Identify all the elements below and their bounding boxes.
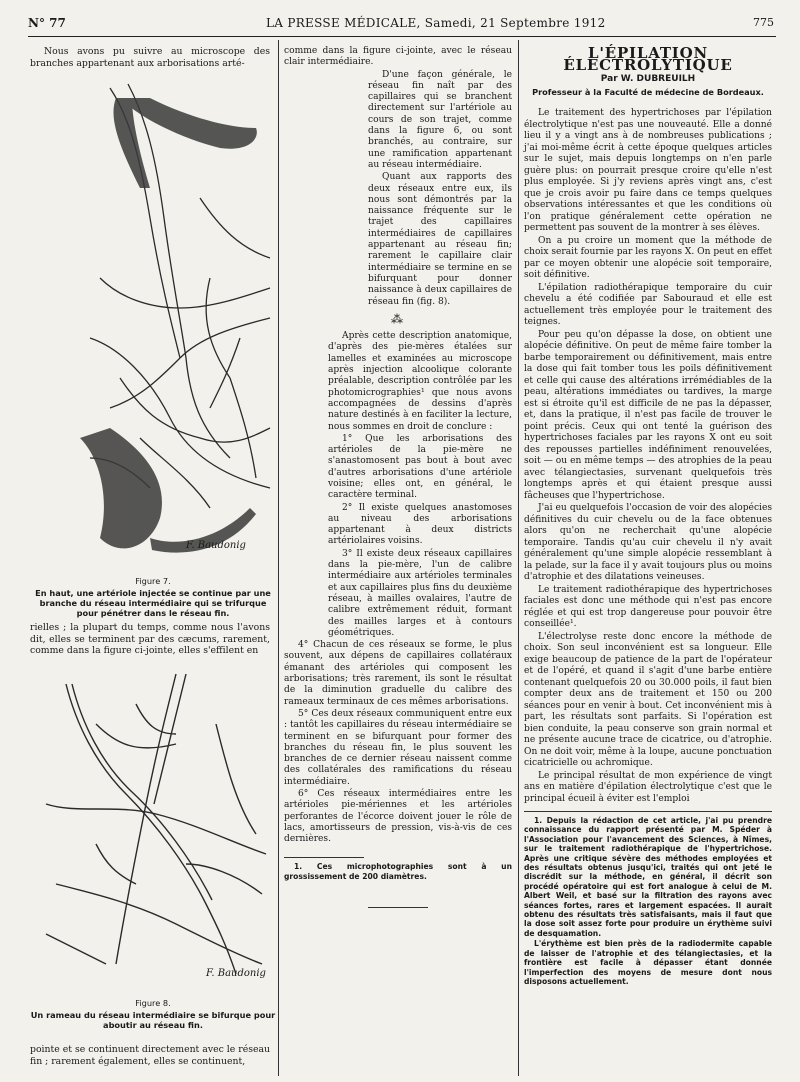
col2-conclusions: Après cette description anatomique, d'après des pie-mères étalées sur lamelles et examinées au microscope après injection alcoolique colorante préalable, description contrôlée par les photomicrographies¹ que nous avons accompagnées de dessins d'après nature destinés à en faciliter la lecture, nous sommes en droit de conclure : 1° Que les arborisations des artérioles de la pie-mère ne s'anastomosent pas bout à bout avec d'autres arborisations d'une artériole voisine; elles ont, en général, le caractère terminal. 2° Il existe quelques anastomoses au niveau des arborisations appartenant à deux districts artériolaires voisins. 3° Il existe deux réseaux capillaires dans la pie-mère, l'un de calibre intermédiaire aux artérioles terminales et aux capillaires plus fins du deuxième réseau, à mailles ovalaires, l'autre de calibre extrêmement réduit, formant des mailles larges et à contours géométriques. [328, 331, 512, 638]
section-break-stars: ⁂ [391, 311, 405, 326]
figure-8-title: Figure 8. [135, 998, 171, 1008]
col1-mid-text: rielles ; la plupart du temps, comme nous l'avons dit, elles se terminent par des cæcums, rarement, comme dans la figure ci-jointe, elles s'effilent en [30, 622, 270, 657]
journal-title: LA PRESSE MÉDICALE, Samedi, 21 Septembre 1912 [266, 16, 606, 30]
end-rule-col2 [368, 907, 428, 908]
figure-7-illustration [80, 78, 276, 578]
figure-8-caption-text: Un rameau du réseau intermédiaire se bifurque pour aboutir au réseau fin. [30, 1010, 276, 1030]
article-author: Par W. DUBREUILH [600, 74, 696, 84]
col1-top-text: Nous avons pu suivre au microscope des branches appartenant aux arborisations arté- [30, 46, 270, 69]
col3-article: L'ÉPILATION ÉLECTROLYTIQUE Par W. DUBREUILH Professeur à la Faculté de médecine de Bordeaux. Le traitement des hypertrichoses par l'épilation électrolytique n'est pas une nouveauté. Elle a donné lieu il y a vingt ans à de nombreuses publications ; j'ai moi-même écrit à cette époque quelques articles sur le sujet, mais depuis longtemps on n'en parle guère plus: on pourrait presque croire qu'elle n'est plus employée. Si j'y reviens après vingt ans, c'est que je crois avoir pu faire dans ce temps quelques observations intéressantes et que les conditions où l'on pratique généralement cette opération ne permettent pas souvent de la montrer à ses élèves. On a pu croire un moment que la méthode de choix serait fournie par les rayons X. On peut en effet par ce moyen obtenir une alopécie soit temporaire, soit définitive. L'épilation radiothérapique temporaire du cuir chevelu a été codifiée par Sabouraud et elle est actuellement très employée pour le traitement des teignes. Pour peu qu'on dépasse la dose, on obtient une alopécie définitive. On peut de même faire tomber la barbe temporairement ou définitivement, mais entre la dose qui fait tomber tous les poils définitivement et celle qui cause des altérations irrémédiables de la peau, altérations immédiates ou tardives, la marge est si étroite qu'il est difficile de ne pas la dépasser, et, dans la pratique, il n'est pas facile de trouver le point précis. Ceux qui ont tenté la guérison des hypertrichoses faciales par les rayons X ont eu soit des repousses partielles indéfiniment renouvelées, soit — ou en même temps — des atrophies de la peau avec télangiectasies, survenant quelquefois très longtemps après et qui étaient presque aussi fâcheuses que l'hypertrichose. J'ai eu quelquefois l'occasion de voir des alopécies définitives du cuir chevelu ou de la face obtenues alors qu'on ne recherchait qu'une alopécie temporaire. Tandis qu'au cuir chevelu il n'y avait généralement qu'une simple alopécie ressemblant à la pelade, sur la face il y avait toujours plus ou moins d'atrophie et des dilatations veineuses. Le traitement radiothérapique des hypertrichoses faciales est donc une méthode qui n'est pas encore réglée et qui est trop dangereuse pour pouvoir être conseillée¹. L'électrolyse reste donc encore la méthode de choix. Son seul inconvénient est sa longueur. Elle exige beaucoup de patience de la part de l'opérateur et de l'opéré, et quand il s'agit d'une barbe entière contenant quelquefois 20 ou 30.000 poils, il faut bien compter deux ans de traitement et 150 ou 200 séances pour en venir à bout. Cet inconvénient mis à part, les résultats sont parfaits. Si l'opération est bien conduite, la peau conserve son grain normal et ne présente aucune trace de cicatrice, ou d'atrophie. On ne doit voir, même à la loupe, aucune ponctuation cicatricielle ou achromique. Le principal résultat de mon expérience de vingt ans en matière d'épilation électrolytique c'est que le principal écueil à éviter est l'emploi 1. Depuis la rédaction de cet article, j'ai pu prendre connaissance du rapport présenté par M. Spéder à l'Association pour l'avancement des Sciences, à Nîmes, sur le traitement radiothérapique de l'hypertrichose. Après une critique sévère des méthodes employées et des résultats obtenus jusqu'ici, traités qui ont jeté le discrédit sur la méthode, en général, il décrit son procédé opératoire qui est fort analogue à celui de M. Albert Weil, et basé sur la filtration des rayons avec séances fortes, rares et largement espacées. Il aurait obtenu des résultats très satisfaisants, mais il faut que la dose soit assez forte pour produire un érythème suivi de desquamation. L'érythème est bien près de la radiodermite capable de laisser de l'atrophie et des télangiectasies, et la frontière est facile à dépasser étant donnée l'imperfection des moyens de mesure dont nous disposons actuellement. [524, 44, 772, 986]
footnote-rule-col2 [284, 857, 364, 858]
figure-7-signature: F. Baudonig [186, 540, 246, 551]
col2-footnote: 1. Ces microphotographies sont à un grossissement de 200 diamètres. [284, 862, 512, 881]
column-rule-1 [278, 40, 279, 1076]
figure-7-caption-text: En haut, une artériole injectée se continue par une branche du réseau intermédiaire qui se trifurque pour pénétrer dans le réseau fin. [35, 588, 271, 618]
col2-upper-indented: D'une façon générale, le réseau fin naît par des capillaires qui se branchent directement sur l'artériole au cours de son trajet, comme dans la figure 6, ou sont branchés, au contraire, sur une ramification appartenant au réseau intermédiaire. Quant aux rapports des deux réseaux entre eux, ils nous sont démontrés par la naissance fréquente sur le trajet des capillaires intermédiaires de capillaires appartenant au réseau fin; rarement le capillaire clair intermédiaire se termine en se bifurquant pour donner naissance à deux capillaires de réseau fin (fig. 8). [368, 69, 512, 307]
footnote-rule-col3 [524, 811, 772, 812]
page-number: 775 [753, 16, 774, 29]
col3-footnotes: 1. Depuis la rédaction de cet article, j'ai pu prendre connaissance du rapport présenté par M. Spéder à l'Association pour l'avancement des Sciences, à Nîmes, sur le traitement radiothérapique de l'hypertrichose. Après une critique sévère des méthodes employées et des résultats obtenus jusqu'ici, traités qui ont jeté le discrédit sur la méthode, en général, il décrit son procédé opératoire qui est fort analogue à celui de M. Albert Weil, et basé sur la filtration des rayons avec séances fortes, rares et largement espacées. Il aurait obtenu des résultats très satisfaisants, mais il faut que la dose soit assez forte pour produire un érythème suivi de desquamation. L'érythème est bien près de la radiodermite capable de laisser de l'atrophie et des télangiectasies, et la frontière est facile à dépasser étant donnée l'imperfection des moyens de mesure dont nous disposons actuellement. [524, 816, 772, 986]
figure-8-caption [30, 998, 276, 1030]
figure-8-illustration [36, 664, 276, 990]
figure-7-title: Figure 7. [135, 576, 171, 586]
figure-8-drawing [36, 664, 276, 990]
figure-7-drawing [80, 78, 276, 578]
figure-8-signature: F. Baudonig [206, 968, 266, 979]
issue-number: N° 77 [28, 16, 66, 30]
col1-bottom-text: pointe et se continuent directement avec le réseau fin ; rarement également, elles se continuent, [30, 1044, 270, 1067]
article-affiliation: Professeur à la Faculté de médecine de Bordeaux. [532, 86, 764, 97]
article-title: L'ÉPILATION ÉLECTROLYTIQUE [563, 44, 733, 74]
column-rule-2 [518, 40, 519, 1076]
page-header [28, 14, 776, 37]
figure-7-caption [30, 576, 276, 618]
col2-upper-text: comme dans la figure ci-jointe, avec le réseau clair intermédiaire. D'une façon générale, le réseau fin naît par des capillaires qui se branchent directement sur l'artériole au cours de son trajet, comme dans la figure 6, ou sont branchés, au contraire, sur une ramification appartenant au réseau intermédiaire. Quant aux rapports des deux réseaux entre eux, ils nous sont démontrés par la naissance fréquente sur le trajet des capillaires intermédiaires de capillaires appartenant au réseau fin; rarement le capillaire clair intermédiaire se termine en se bifurquant pour donner naissance à deux capillaires de réseau fin (fig. 8). ⁂ Après cette description anatomique, d'après des pie-mères étalées sur lamelles et examinées au microscope après injection alcoolique colorante préalable, description contrôlée par les photomicrographies¹ que nous avons accompagnées de dessins d'après nature destinés à en faciliter la lecture, nous sommes en droit de conclure : 1° Que les arborisations des artérioles de la pie-mère ne s'anastomosent pas bout à bout avec d'autres arborisations d'une artériole voisine; elles ont, en général, le caractère terminal. 2° Il existe quelques anastomoses au niveau des arborisations appartenant à deux districts artériolaires voisins. 3° Il existe deux réseaux capillaires dans la pie-mère, l'un de calibre intermédiaire aux artérioles terminales et aux capillaires plus fins du deuxième réseau, à mailles ovalaires, l'autre de calibre extrêmement réduit, formant des mailles larges et à contours géométriques. 4° Chacun de ces réseaux se forme, le plus souvent, aux dépens de capillaires collatéraux émanant des artérioles qui composent les arborisations; très rarement, ils sont le résultat de la diminution graduelle du calibre des rameaux terminaux de ces mêmes arborisations. 5° Ces deux réseaux communiquent entre eux : tantôt les capillaires du réseau intermédiaire se terminent en se bifurquant pour former des branches du réseau fin, le plus souvent les branches de ce dernier réseau naissent comme des collatérales des ramifications du réseau intermédiaire. 6° Ces réseaux intermédiaires entre les artérioles pie-mériennes et les artérioles perforantes de l'écorce doivent jouer le rôle de lacs, amortisseurs de pression, vis-à-vis de ces dernières. 1. Ces microphotographies sont à un grossissement de 200 diamètres. [284, 46, 512, 908]
